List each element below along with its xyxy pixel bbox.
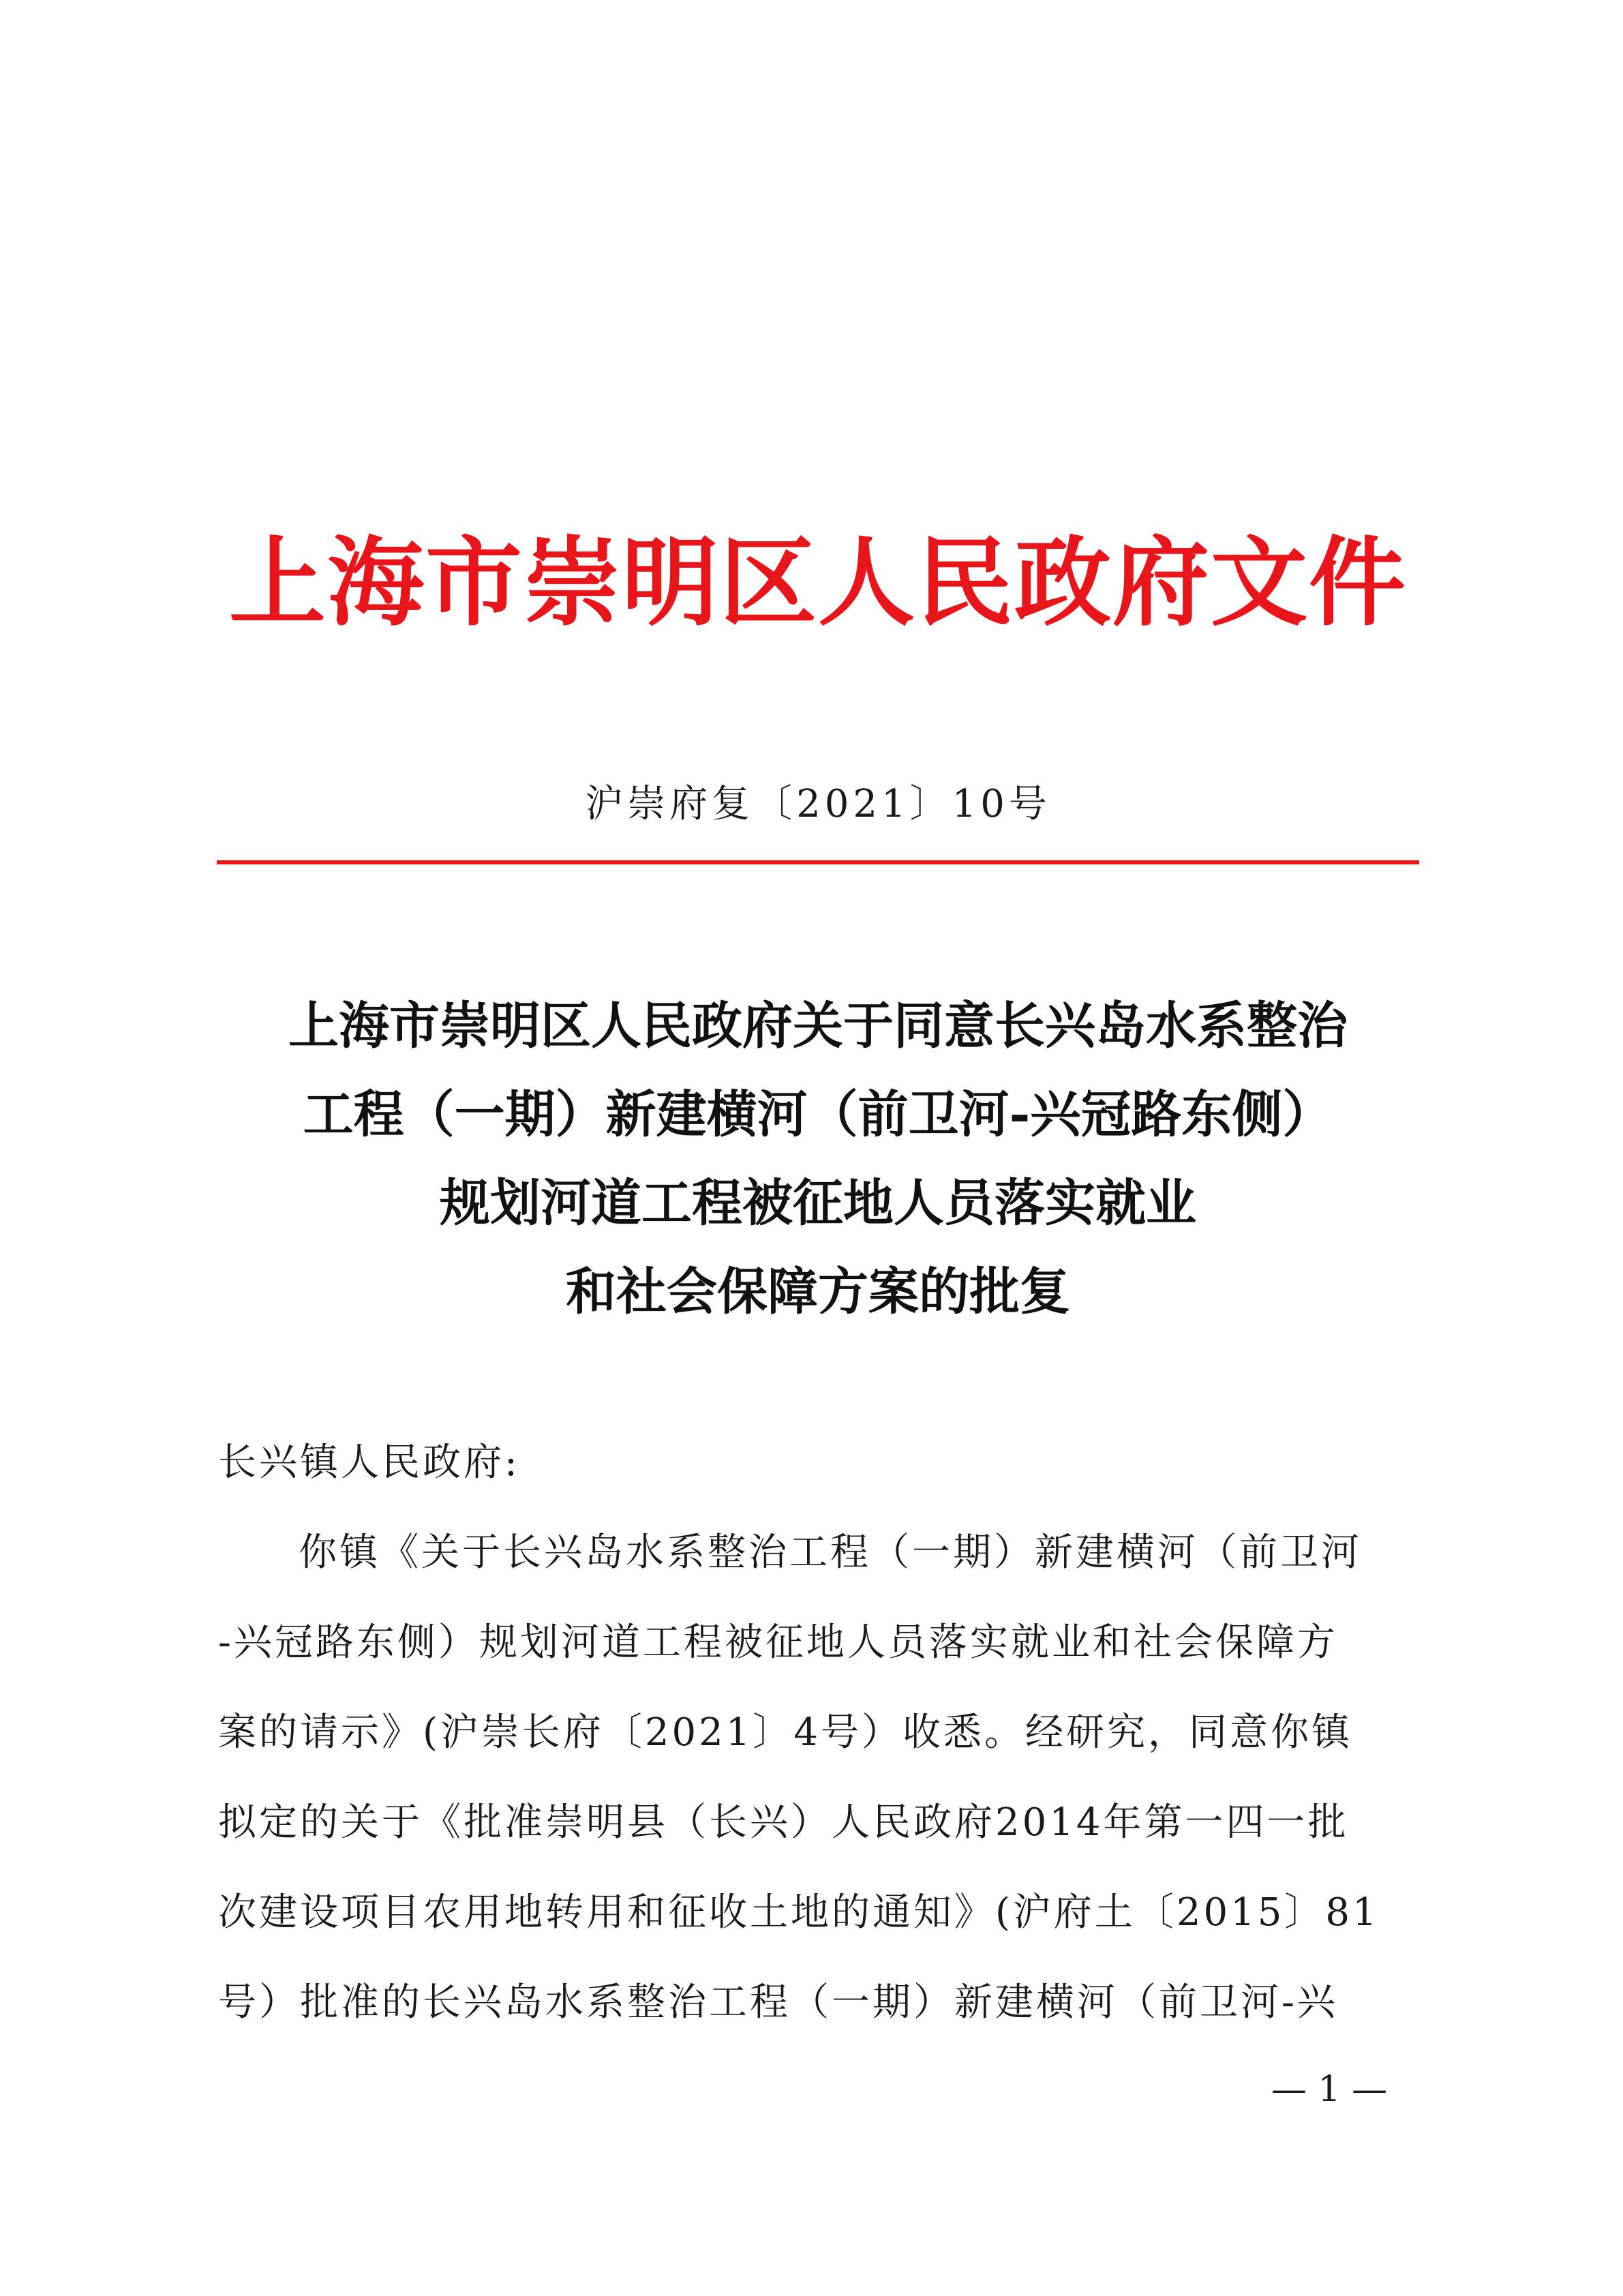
title-line: 规划河道工程被征地人员落实就业 — [440, 1174, 1196, 1233]
paragraph-line: 你镇《关于长兴岛水系整治工程（一期）新建横河（前卫河 — [299, 1530, 1362, 1575]
title-line: 工程（一期）新建横河（前卫河-兴冠路东侧） — [303, 1085, 1333, 1144]
addressee: 长兴镇人民政府: — [218, 1440, 520, 1485]
title-line: 上海市崇明区人民政府关于同意长兴岛水系整治 — [288, 997, 1348, 1055]
page-number: — 1 — — [1271, 2069, 1388, 2110]
paragraph-line: 拟定的关于《批准崇明县（长兴）人民政府2014年第一四一批 — [218, 1800, 1349, 1845]
document-number: 沪崇府复〔2021〕10号 — [585, 782, 1051, 826]
document-body — [218, 1418, 1419, 2048]
title-line: 和社会保障方案的批复 — [566, 1263, 1070, 1321]
red-divider-line — [217, 860, 1419, 864]
paragraph-line: -兴冠路东侧）规划河道工程被征地人员落实就业和社会保障方 — [218, 1620, 1338, 1665]
paragraph-line: 号）批准的长兴岛水系整治工程（一期）新建横河（前卫河-兴 — [218, 1980, 1338, 2025]
paragraph-line: 次建设项目农用地转用和征收土地的通知》(沪府土〔2015〕81 — [218, 1890, 1380, 1935]
document-title — [204, 982, 1431, 1336]
paragraph-line: 案的请示》(沪崇长府〔2021〕4号）收悉。经研究，同意你镇 — [218, 1710, 1352, 1755]
masthead-title: 上海市崇明区人民政府文件 — [229, 526, 1407, 639]
